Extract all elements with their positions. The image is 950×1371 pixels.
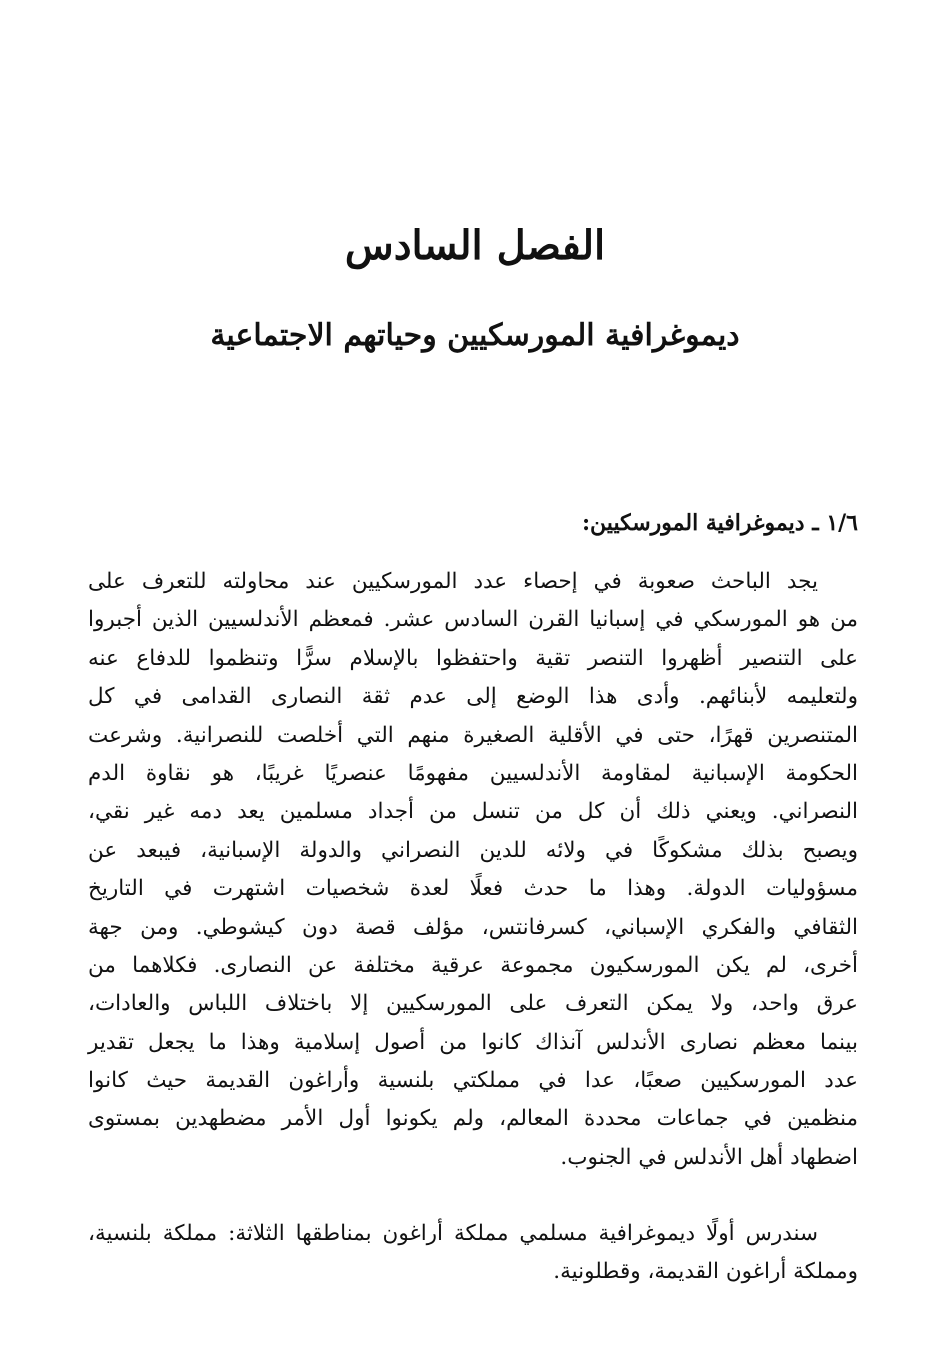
text-line: منظمين في جماعات محددة المعالم، ولم يكونوا أول الأمر مضطهدين بمستوى	[88, 1106, 858, 1132]
paragraph-2	[88, 1215, 858, 1292]
text-line: النصراني. ويعني ذلك أن كل من تنسل من أجداد مسلمين يعد دمه غير نقي،	[88, 799, 858, 825]
text-line: مسؤوليات الدولة. وهذا ما حدث فعلًا لعدة شخصيات اشتهرت في التاريخ	[88, 876, 858, 902]
text-line: سندرس أولًا ديموغرافية مسلمي مملكة أراغون بمناطقها الثلاثة: مملكة بلنسية،	[88, 1221, 818, 1246]
text-line: الحكومة الإسبانية لمقاومة الأندلسيين مفهومًا عنصريًا غريبًا، هو نقاوة الدم	[88, 760, 858, 786]
text-line: أخرى، لم يكن المورسكيون مجموعة عرقية مختلفة عن النصارى. فكلاهما من	[88, 952, 858, 978]
text-line: يجد الباحث صعوبة في إحصاء عدد المورسكيين عند محاولته للتعرف على	[88, 569, 818, 594]
chapter-title: الفصل السادس	[344, 222, 606, 269]
section-heading: ١/٦ ـ ديموغرافية المورسكيين:	[581, 510, 858, 536]
text-line: ولتعليمه لأبنائهم. وأدى هذا الوضع إلى عدم ثقة النصارى القدامى في كل	[88, 684, 858, 710]
text-line: بينما معظم نصارى الأندلس آنذاك كانوا من أصول إسلامية وهذا ما يجعل تقدير	[88, 1029, 858, 1055]
chapter-subtitle: ديموغرافية المورسكيين وحياتهم الاجتماعية	[210, 318, 740, 353]
text-line: ويصبح بذلك مشكوكًا في ولائه للدين النصراني والدولة الإسبانية، فيبعد عن	[88, 837, 858, 863]
text-line: اضطهاد أهل الأندلس في الجنوب.	[560, 1144, 858, 1170]
text-line: عدد المورسكيين صعبًا، عدا في مملكتي بلنسية وأراغون القديمة حيث كانوا	[88, 1068, 858, 1094]
text-line: المتنصرين قهرًا، حتى في الأقلية الصغيرة منهم التي أخلصت للنصرانية. وشرعت	[88, 722, 858, 748]
text-line: على التنصير أظهروا التنصر تقية واحتفظوا بالإسلام سرًّا وتنظموا للدفاع عنه	[88, 645, 858, 671]
text-line: من هو المورسكي في إسبانيا القرن السادس عشر. فمعظم الأندلسيين الذين أجبروا	[88, 607, 858, 633]
text-line: الثقافي والفكري الإسباني، كسرفانتس، مؤلف قصة دون كيشوطي. ومن جهة	[88, 914, 858, 940]
text-line: عرق واحد، ولا يمكن التعرف على المورسكيين إلا باختلاف اللباس والعادات،	[88, 991, 858, 1017]
text-line: ومملكة أراغون القديمة، وقطلونية.	[553, 1259, 858, 1285]
paragraph-1	[88, 563, 858, 1177]
